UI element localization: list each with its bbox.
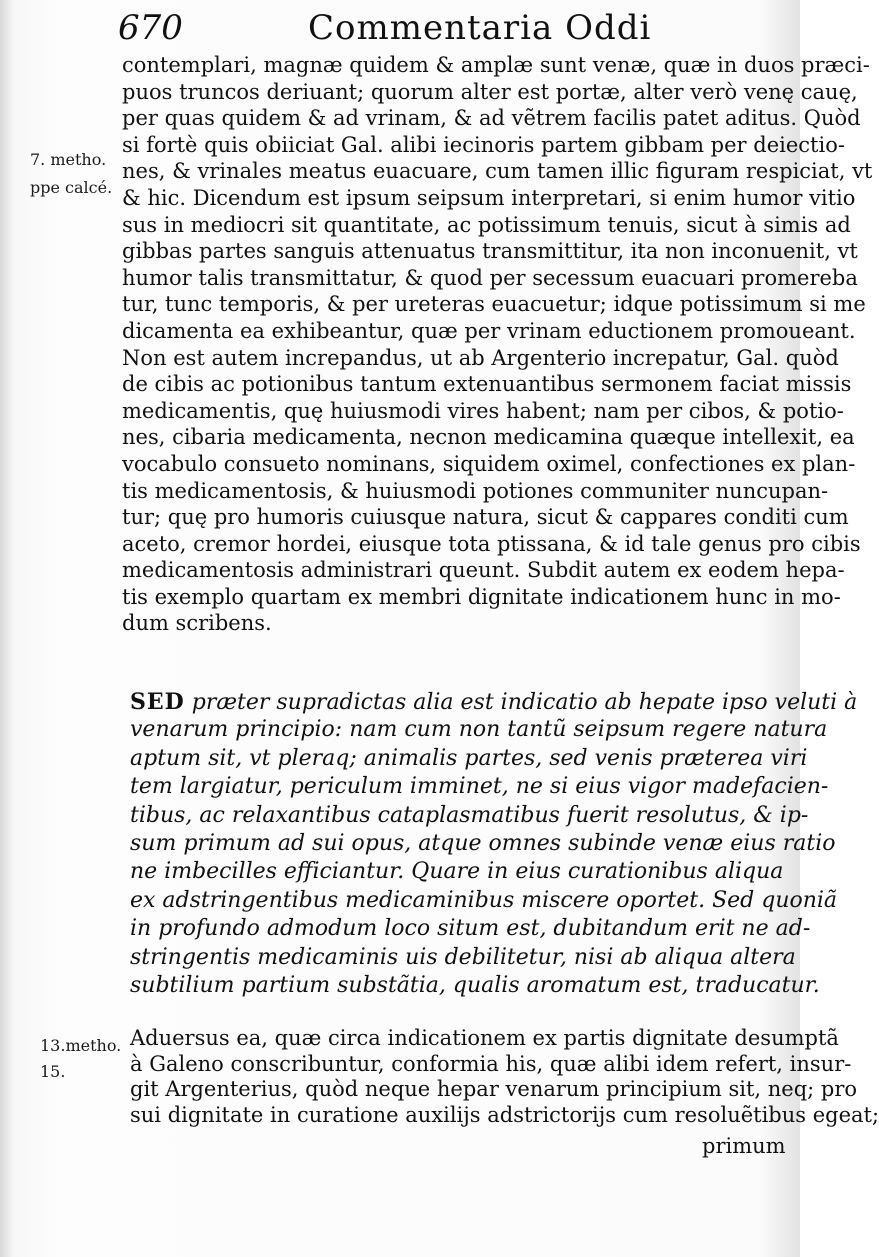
text-line: puos truncos deriuant; quorum alter est portæ, alter verò venę cauę, <box>122 79 858 104</box>
quote-line-text: præter supradictas alia est indicatio ab hepate ipso veluti à <box>191 690 858 715</box>
text-line: stringentis medicaminis uis debilitetur, nisi ab aliqua altera <box>130 944 796 970</box>
text-line: sui dignitate in curatione auxilijs adstrictorijs cum resoluẽtibus egeat; <box>130 1102 879 1127</box>
small-caps-lead: SED <box>130 689 185 715</box>
text-line: de cibis ac potionibus tantum extenuantibus sermonem faciat missis <box>122 372 852 397</box>
text-line: ne imbecilles efficiantur. Quare in eius curationibus aliqua <box>130 859 784 885</box>
running-title: Commentaria Oddi <box>308 8 652 48</box>
text-line: tem largiatur, periculum imminet, ne si eius vigor madefacien- <box>130 774 829 800</box>
text-line: tis exemplo quartam ex membri dignitate indicationem hunc in mo- <box>122 584 841 609</box>
text-line: medicamentis, quę huiusmodi vires habent; nam per cibos, & potio- <box>122 398 844 423</box>
text-line: tur; quę pro humoris cuiusque natura, sicut & cappares conditi cum <box>122 505 849 530</box>
text-line: gibbas partes sanguis attenuatus transmittitur, ita non inconuenit, vt <box>122 239 858 264</box>
text-line: sum primum ad sui opus, atque omnes subinde venæ eius ratio <box>130 830 836 856</box>
quoted-passage <box>130 688 858 1000</box>
text-line: ex adstringentibus medicaminibus miscere oportet. Sed quoniã <box>130 887 838 913</box>
margin-note: 15. <box>40 1062 66 1081</box>
text-line: humor talis transmittatur, & quod per secessum euacuari promereba <box>122 265 858 290</box>
text-line: vocabulo consueto nominans, siquidem oximel, confectiones ex plan- <box>122 451 856 476</box>
text-line: tibus, ac relaxantibus cataplasmatibus fuerit resolutus, & ip- <box>130 802 809 828</box>
text-line: tur, tunc temporis, & per ureteras euacuetur; idque potissimum si me <box>122 292 866 317</box>
page-number: 670 <box>118 8 183 48</box>
paragraph-1 <box>122 52 873 637</box>
text-line: si fortè quis obiiciat Gal. alibi iecinoris partem gibbam per deiectio- <box>122 132 845 157</box>
text-line: venarum principio: nam cum non tantũ seipsum regere natura <box>130 717 828 743</box>
paragraph-2 <box>130 1026 879 1128</box>
text-line: Non est autem increpandus, ut ab Argenterio increpatur, Gal. quòd <box>122 345 839 370</box>
page-header <box>118 8 652 48</box>
margin-note: 13.metho. <box>40 1036 122 1055</box>
text-line: tis medicamentosis, & huiusmodi potiones communiter nuncupan- <box>122 478 829 503</box>
text-line: git Argenterius, quòd neque hepar venarum principium sit, neq; pro <box>130 1077 858 1101</box>
text-line: aceto, cremor hordei, eiusque tota ptissana, & id tale genus pro cibis <box>122 531 861 556</box>
text-line: sus in mediocri sit quantitate, ac potissimum tenuis, sicut à simis ad <box>122 212 851 237</box>
text-line: subtilium partium substãtia, qualis aromatum est, traducatur. <box>130 972 820 998</box>
text-line: nes, cibaria medicamenta, necnon medicamina quæque intellexit, ea <box>122 425 855 450</box>
text-line: nes, & vrinales meatus euacuare, cum tamen illic figuram respiciat, vt <box>122 159 873 184</box>
margin-note: 7. metho. <box>30 150 107 169</box>
text-line: Aduersus ea, quæ circa indicationem ex partis dignitate desumptã <box>130 1026 839 1050</box>
text-line: & hic. Dicendum est ipsum seipsum interpretari, si enim humor vitio <box>122 185 856 210</box>
text-line: à Galeno conscribuntur, conformia his, quæ alibi idem refert, insur- <box>130 1051 852 1076</box>
text-line: dum scribens. <box>122 611 272 636</box>
text-line: aptum sit, vt pleraq; animalis partes, sed venis præterea viri <box>130 745 808 771</box>
text-line: per quas quidem & ad vrinam, & ad vẽtrem facilis patet aditus. Quòd <box>122 106 861 131</box>
text-line: dicamenta ea exhibeantur, quæ per vrinam eductionem promoueant. <box>122 318 856 343</box>
catchword: primum <box>702 1134 786 1158</box>
text-line <box>130 688 858 716</box>
text-line: in profundo admodum loco situm est, dubitandum erit ne ad- <box>130 916 811 942</box>
text-line: medicamentosis administrari queunt. Subdit autem ex eodem hepa- <box>122 558 845 583</box>
text-line: contemplari, magnæ quidem & amplæ sunt venæ, quæ in duos præci- <box>122 53 870 77</box>
margin-note: ppe calcé. <box>30 178 113 197</box>
